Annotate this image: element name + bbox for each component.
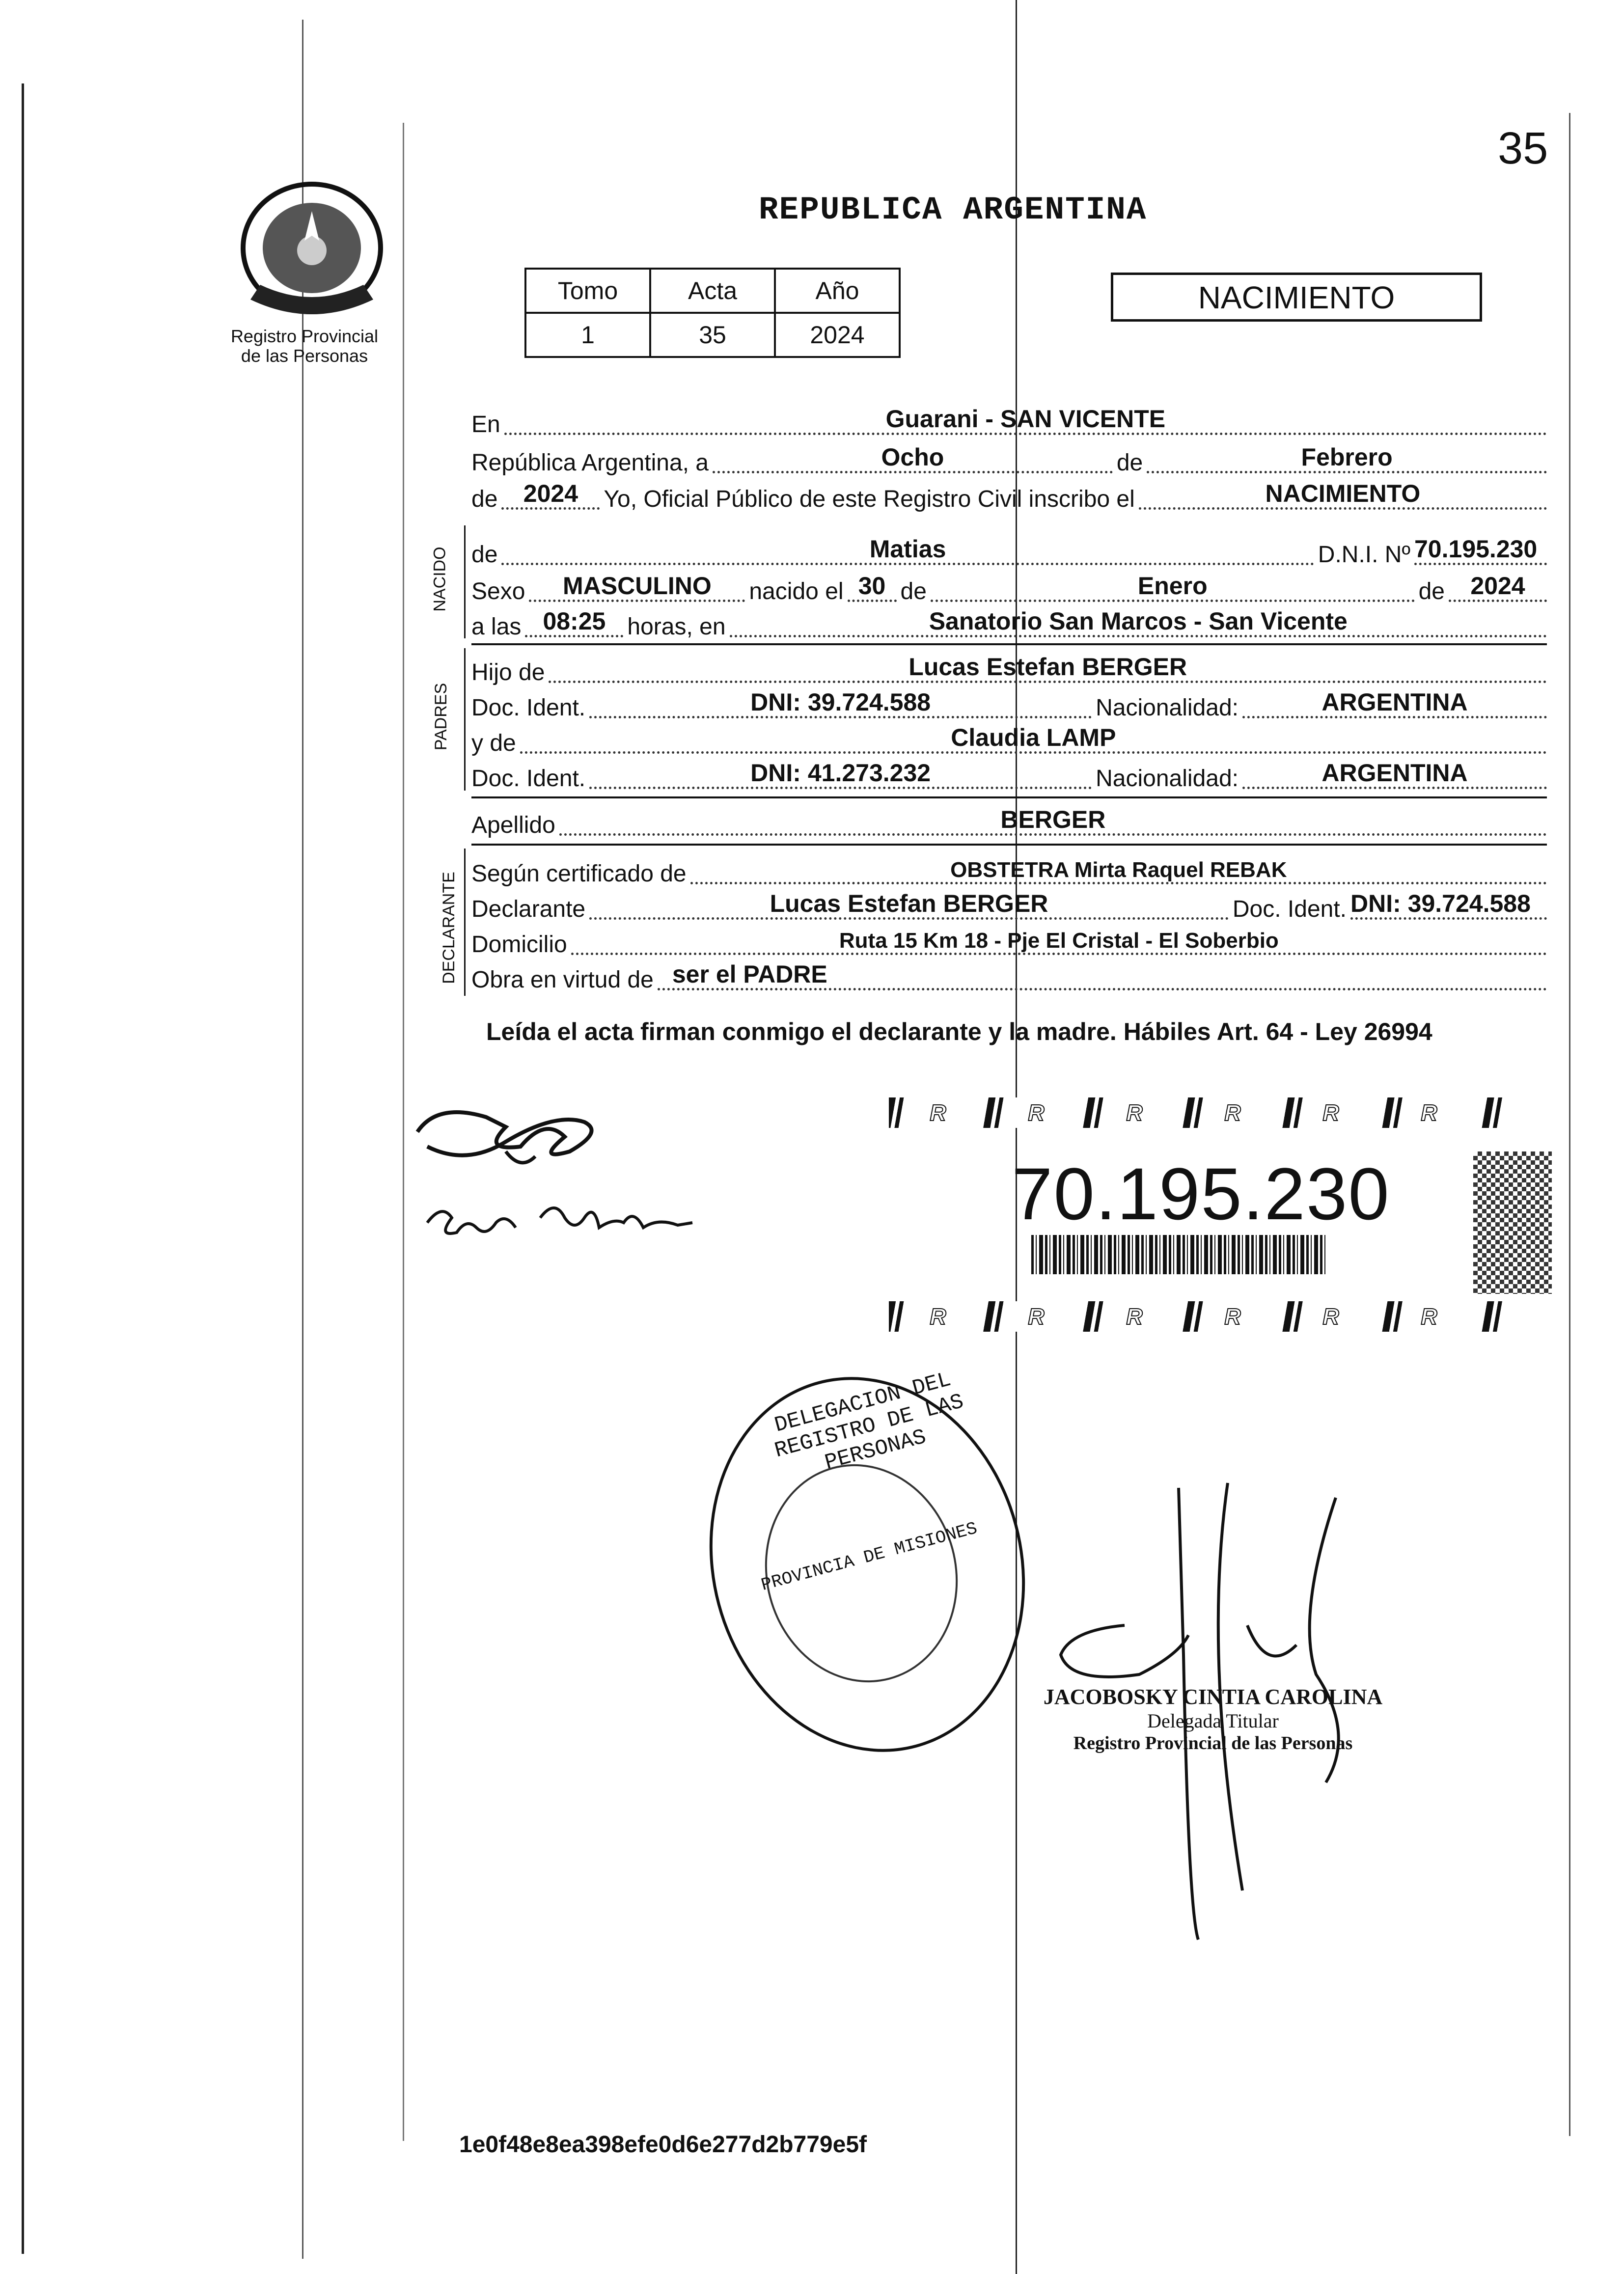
row-time-place: [471, 605, 1547, 640]
declarante-doc: DNI: 39.724.588: [1350, 890, 1531, 917]
tomo-acta-anio-table: [524, 268, 901, 358]
nacido-de-label: de: [471, 542, 498, 568]
pattern-letter: R: [1421, 1304, 1437, 1329]
declarante-doc-label: Doc. Ident.: [1232, 896, 1347, 922]
child-dni: 70.195.230: [1414, 535, 1538, 563]
mother-doc-label: Doc. Ident.: [471, 766, 586, 792]
inscribe-type-value: NACIMIENTO: [1265, 480, 1421, 507]
birth-place: Sanatorio San Marcos - San Vicente: [929, 607, 1348, 635]
mother-doc: DNI: 41.273.232: [750, 759, 931, 787]
row-hijo-de: [471, 651, 1547, 686]
mother-name: Claudia LAMP: [951, 724, 1116, 751]
nacido-section-label: NACIDO: [430, 547, 449, 612]
signer-role: Delegada Titular: [1147, 1710, 1279, 1732]
security-pattern-top: [889, 1097, 1527, 1128]
declarant-signature: [408, 1088, 614, 1181]
apellido-label: Apellido: [471, 812, 555, 838]
barcode-icon: [1031, 1235, 1326, 1274]
pattern-letter: R: [1224, 1100, 1241, 1125]
mother-signature: [422, 1188, 697, 1262]
logo-caption-line2: de las Personas: [241, 346, 368, 366]
row-year: [471, 477, 1547, 513]
pattern-letter: R: [1322, 1304, 1339, 1329]
pattern-letter: R: [1028, 1304, 1045, 1329]
nacido-el-label: nacido el: [749, 578, 844, 604]
y-de-label: y de: [471, 730, 516, 756]
tomo-value: 1: [525, 313, 650, 357]
obra-value: ser el PADRE: [672, 960, 827, 988]
en-label: En: [471, 411, 500, 438]
separator-1: [471, 643, 1547, 645]
page-number: 35: [1498, 123, 1548, 173]
country-title: REPUBLICA ARGENTINA: [759, 192, 1147, 228]
month-value: Febrero: [1301, 443, 1393, 471]
row-certificado: [471, 852, 1547, 887]
closing-statement: Leída el acta firman conmigo el declarante y la madre. Hábiles Art. 64 - Ley 26994: [486, 1018, 1432, 1045]
obra-label: Obra en virtud de: [471, 967, 654, 993]
row-sexo: [471, 570, 1547, 605]
day-value: Ocho: [881, 443, 944, 471]
separator-3: [471, 844, 1547, 846]
father-name: Lucas Estefan BERGER: [908, 653, 1187, 681]
row-apellido: [471, 803, 1547, 839]
oficial-text: Yo, Oficial Público de este Registro Civil inscribo el: [604, 486, 1135, 512]
acta-label: Acta: [650, 269, 775, 313]
left-margin-line: [403, 123, 404, 2141]
barcode-number: 70.195.230: [1012, 1152, 1390, 1235]
row-obra: [471, 958, 1547, 993]
domicilio-label: Domicilio: [471, 932, 567, 958]
acta-value: 35: [650, 313, 775, 357]
declarante-label: Declarante: [471, 896, 586, 922]
father-nationality-label: Nacionalidad:: [1096, 695, 1239, 721]
domicilio-value: Ruta 15 Km 18 - Pje El Cristal - El Soberbio: [839, 929, 1279, 953]
de-month-label: de: [900, 578, 927, 604]
pattern-letter: R: [1126, 1100, 1143, 1125]
fold-line: [1016, 0, 1017, 2274]
birth-time: 08:25: [543, 607, 606, 635]
stamp-inner-text: PROVINCIA DE MISIONES: [759, 1518, 980, 1596]
nacido-bracket: [464, 525, 466, 638]
birth-month: Enero: [1137, 572, 1208, 600]
declarante-section-label: DECLARANTE: [439, 872, 458, 984]
pattern-letter: R: [1028, 1100, 1045, 1125]
a-las-label: a las: [471, 614, 522, 640]
birth-day: 30: [858, 572, 886, 600]
dni-label: D.N.I. Nº: [1318, 542, 1410, 568]
anio-label: Año: [775, 269, 900, 313]
republica-label: República Argentina, a: [471, 450, 709, 476]
signer-block: [1026, 1684, 1400, 1754]
pattern-letter: R: [1126, 1304, 1143, 1329]
province-emblem-icon: [231, 172, 393, 324]
padres-bracket: [464, 648, 466, 791]
row-republica: [471, 441, 1547, 476]
padres-section-label: PADRES: [432, 683, 451, 751]
pattern-letter: R: [930, 1304, 946, 1329]
de-label: de: [1116, 450, 1143, 476]
row-en: [471, 403, 1547, 438]
pattern-letter: R: [1224, 1304, 1241, 1329]
row-y-de: [471, 721, 1547, 757]
stamp-ring-text: DELEGACION DEL REGISTRO DE LAS PERSONAS: [772, 1367, 966, 1476]
mother-nationality: ARGENTINA: [1321, 759, 1468, 787]
de-year-label: de: [1418, 578, 1445, 604]
birth-year: 2024: [1470, 572, 1525, 600]
tomo-label: Tomo: [525, 269, 650, 313]
row-mother-doc: [471, 757, 1547, 792]
sexo-value: MASCULINO: [563, 572, 712, 600]
certificado-value: OBSTETRA Mirta Raquel REBAK: [950, 858, 1287, 882]
year-value: 2024: [523, 480, 578, 507]
mother-nationality-label: Nacionalidad:: [1096, 766, 1239, 792]
certificado-label: Según certificado de: [471, 861, 687, 887]
declarante-bracket: [464, 849, 466, 996]
right-border-line: [1569, 113, 1570, 2136]
left-edge-line: [22, 83, 24, 2254]
signer-office: Registro Provincial de las Personas: [1073, 1733, 1353, 1753]
pattern-letter: R: [1421, 1100, 1437, 1125]
child-name: Matias: [869, 535, 946, 563]
father-doc: DNI: 39.724.588: [750, 688, 931, 716]
row-father-doc: [471, 686, 1547, 721]
de2-label: de: [471, 486, 498, 512]
signer-name: JACOBOSKY CINTIA CAROLINA: [1043, 1685, 1383, 1709]
father-nationality: ARGENTINA: [1321, 688, 1468, 716]
apellido-value: BERGER: [1000, 806, 1106, 833]
document-hash: 1e0f48e8ea398efe0d6e277d2b779e5f: [459, 2132, 867, 2158]
security-qr-icon: [1473, 1151, 1552, 1294]
record-type-box: NACIMIENTO: [1111, 273, 1482, 322]
declarante-name: Lucas Estefan BERGER: [770, 890, 1048, 917]
hijo-de-label: Hijo de: [471, 659, 545, 685]
pattern-letter: R: [930, 1100, 946, 1125]
row-nacido-name: [471, 533, 1547, 568]
row-domicilio: [471, 923, 1547, 958]
horas-label: horas, en: [627, 614, 726, 640]
sexo-label: Sexo: [471, 578, 525, 604]
father-doc-label: Doc. Ident.: [471, 695, 586, 721]
security-pattern-bottom: [889, 1301, 1527, 1332]
pattern-letter: R: [1322, 1100, 1339, 1125]
registry-logo-caption: [216, 327, 393, 366]
logo-caption-line1: Registro Provincial: [230, 326, 379, 346]
anio-value: 2024: [775, 313, 900, 357]
place-value: Guarani - SAN VICENTE: [885, 405, 1166, 433]
row-declarante: [471, 887, 1547, 923]
separator-2: [471, 796, 1547, 798]
